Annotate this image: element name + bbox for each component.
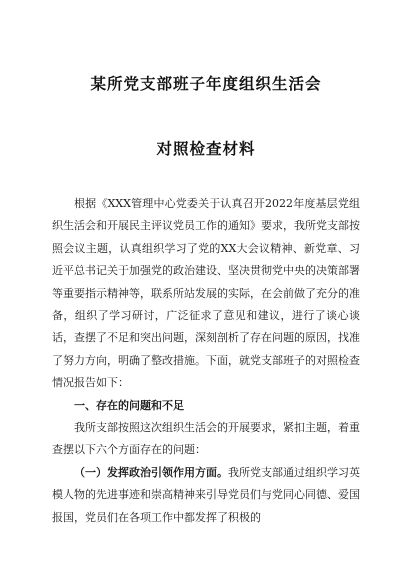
section-heading-problems: 一、存在的问题和不足 xyxy=(74,398,184,412)
document-title-line-1: 某所党支部班子年度组织生活会 xyxy=(90,74,322,93)
document-title-line-2: 对照检查材料 xyxy=(156,139,256,158)
intro-paragraph: 根据《XXX管理中心党委关于认真召开2022年度基层党组织生活会和开展民主评议党员工作的通知》要求，我所党支部按照会议主题，认真组织学习了党的XX大会议精神、新党章、习近平总书记关于加强党的政治建设、坚决贯彻党中央的决策部署等重要指示精神等，联系所站发展的实际，在会前做了充分的准备，组织了学习研讨，广泛征求了意见和建议，进行了谈心谈话，查摆了不足和突出问题，深刻剖析了存在问题的原因，找准了努力方向，明确了整改措施。下面，就党支部班子的对照检查情况报告如下： xyxy=(52,197,360,390)
subsection-paragraph-political xyxy=(52,462,360,529)
subsection-label-political: （一）发挥政治引领作用方面。 xyxy=(74,465,228,479)
section-paragraph-problems: 我所支部按照这次组织生活会的开展要求，紧扣主题，着重查摆以下六个方面存在的问题： xyxy=(52,421,360,457)
document-body xyxy=(52,193,360,529)
subsection-text-political: 我所党支部通过组织学习英模人物的先进事迹和崇高精神来引导党员们与党同心同德、爱国报国，党员们在各项工作中都发挥了积极的 xyxy=(52,465,360,524)
